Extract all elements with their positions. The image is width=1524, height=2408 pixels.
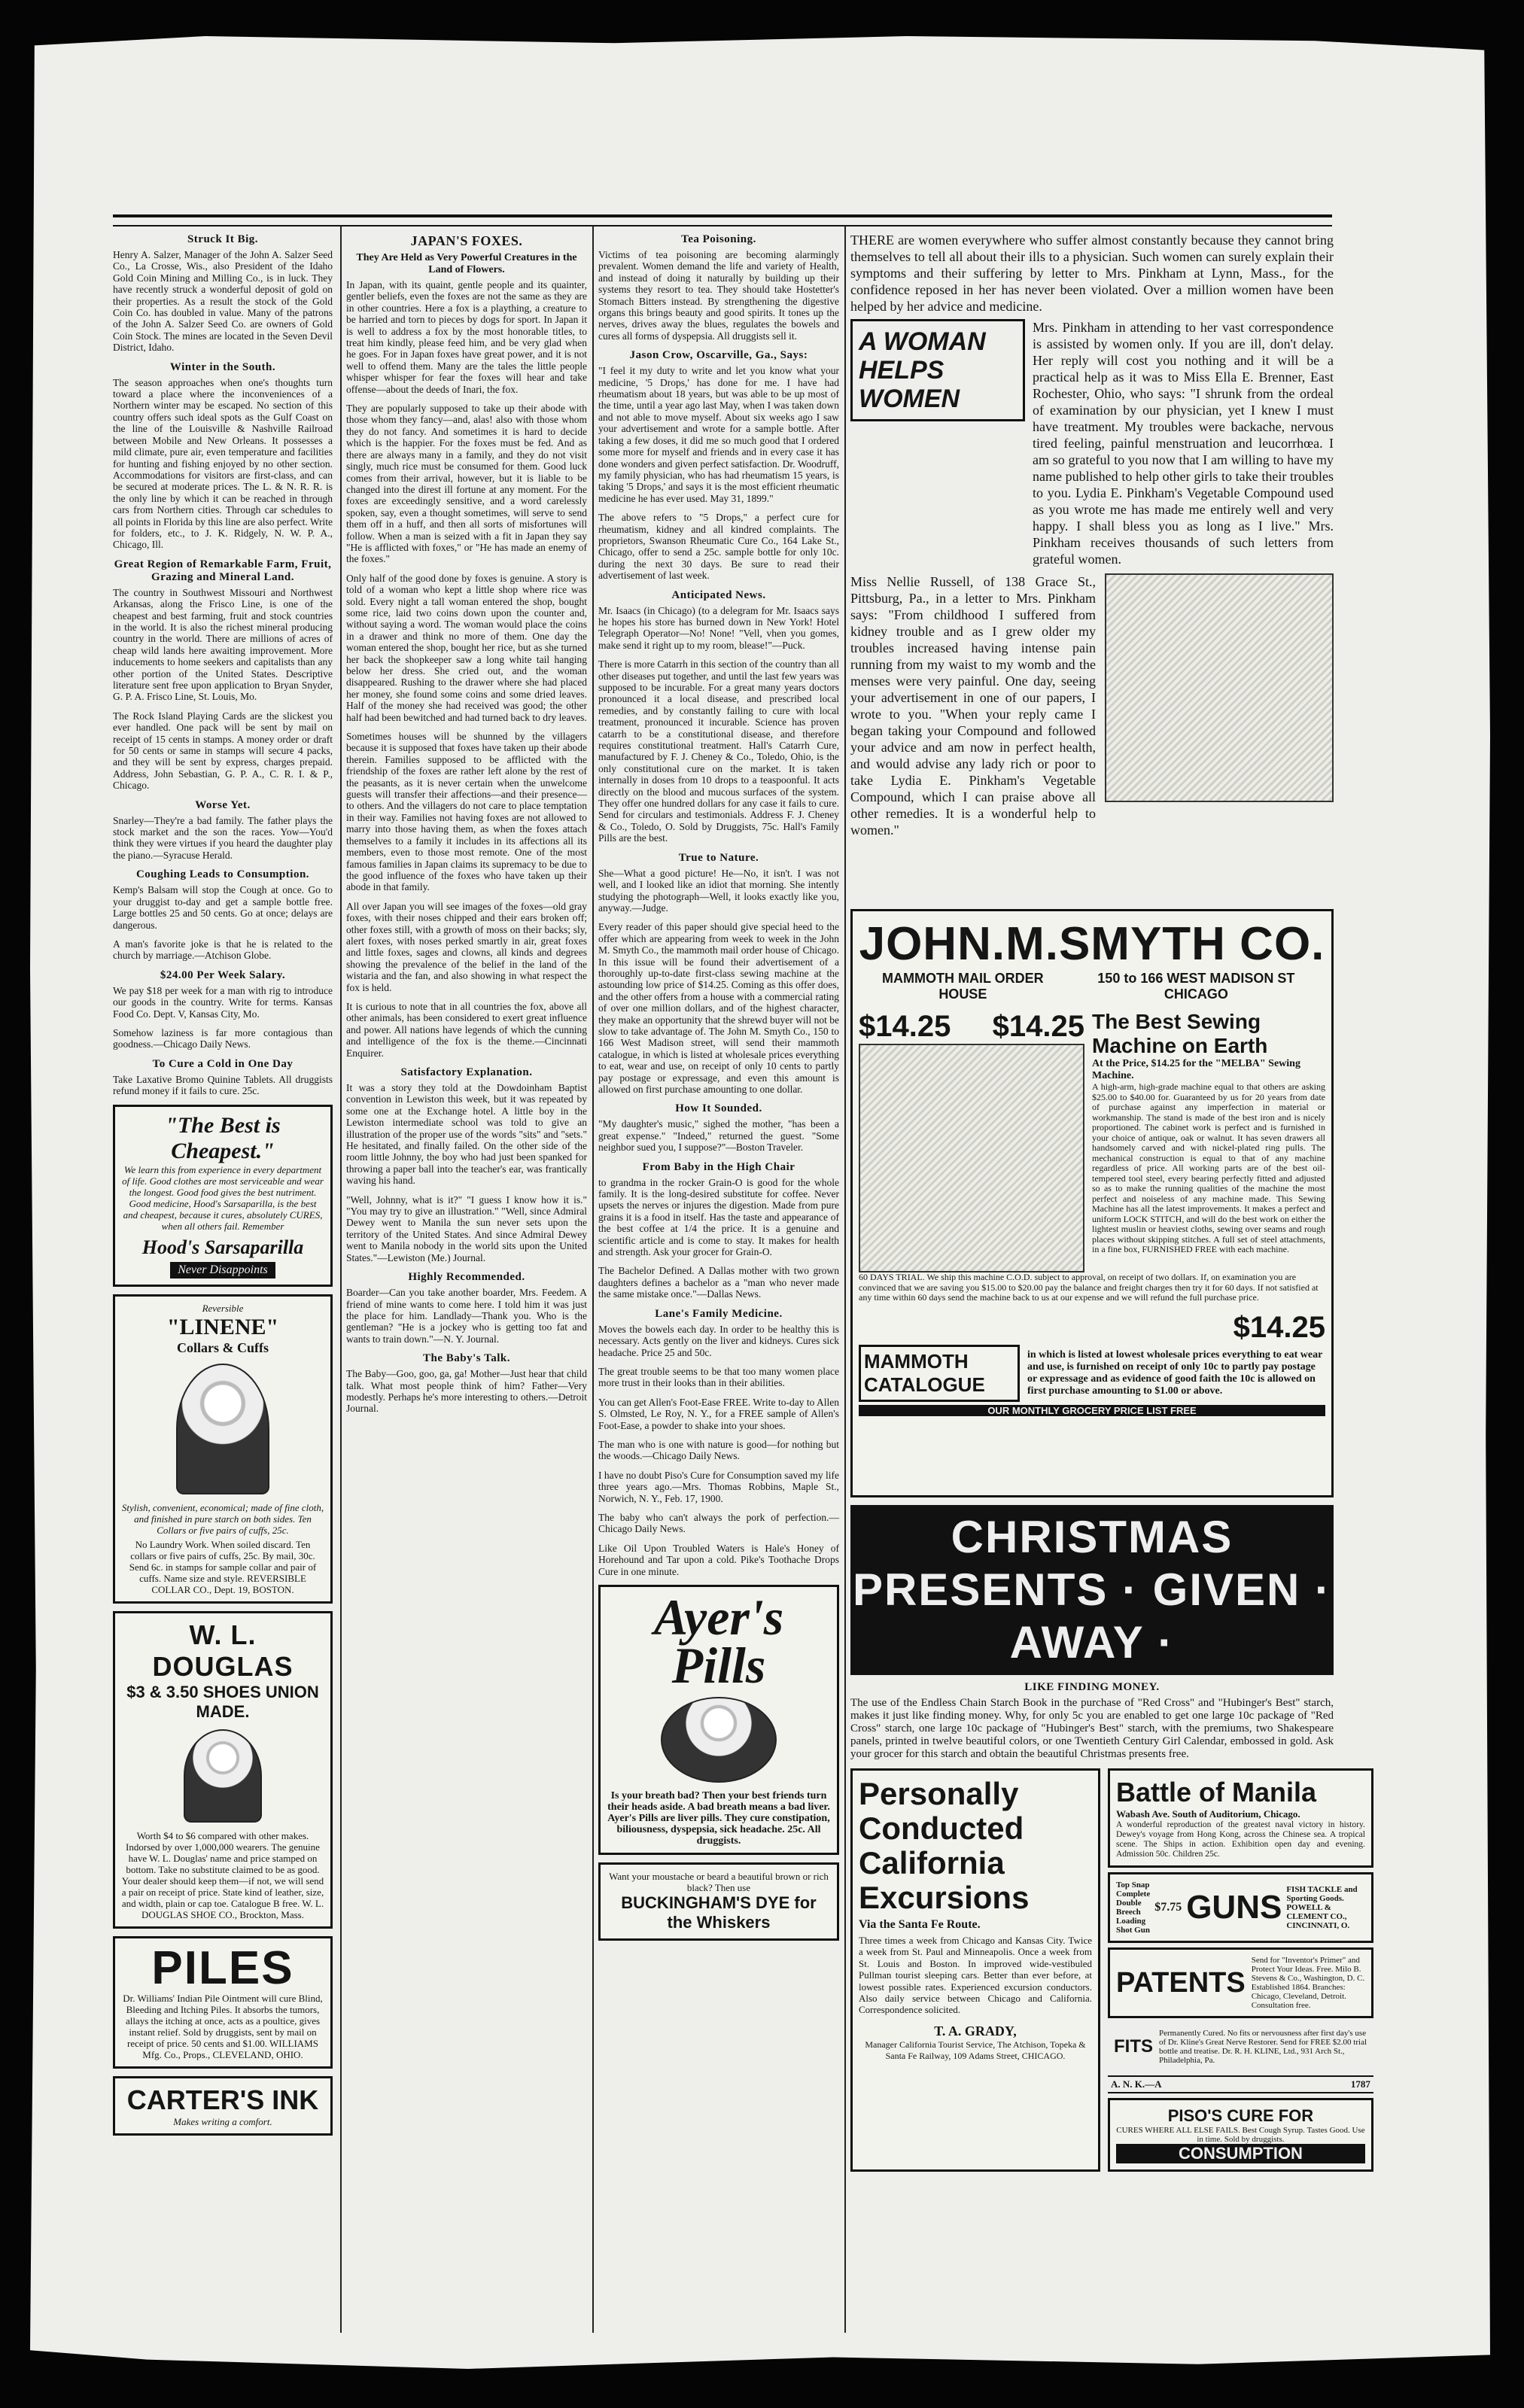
headline: Highly Recommended. <box>408 1271 525 1284</box>
headline: Winter in the South. <box>169 360 276 373</box>
ad-label: Reversible <box>202 1302 244 1314</box>
article-text: Henry A. Salzer, Manager of the John A. Salzer Seed Co., La Crosse, Wis., also President of the Idaho Gold Coin Mining and Milling Co., is in luck. They have recently struck a wonderful deposit of gold on their properties. As a result the stock of the Gold Coin Co. has doubled in value. Many of the patrons of the John A. Salzer Seed Co. are owners of Gold Coin Stock. The mines are located in the Seven Devil District, Idaho. <box>113 249 333 354</box>
article-text: It was a story they told at the Dowdoinham Baptist convention in Lewiston this week, but it was repeated by some one at the Exchange hotel. A little boy in the Lewiston intermediate school was told to give an illustration of the proper use of the words "sits" and "sets." He hesitated, and finally failed. On the other side of the room little Johnny, the boy who had just been spanked for throwing a paper ball into the teacher's ear, was frantically waving his hand. <box>346 1082 587 1187</box>
linene-collars-ad <box>113 1294 333 1604</box>
douglas-shoes-ad <box>113 1611 333 1929</box>
ad-text: THERE are women everywhere who suffer almost constantly because they cannot bring themselves to tell all about their ills to a physician. Such women can surely explain their symptoms and their suffering by letter to Mrs. Pinkham at Lynn, Mass., for the confidence reposed in her has never been violated. Over a million women have been helped by her advice and medicine. <box>850 233 1334 314</box>
ad-subtitle: $3 & 3.50 SHOES UNION MADE. <box>126 1682 319 1721</box>
ad-subtitle: Wabash Ave. South of Auditorium, Chicago. <box>1116 1808 1300 1820</box>
ad-text: Stylish, convenient, economical; made of fine cloth, and finished in pure starch on both sides. Ten Collars or five pairs of cuffs, 25c. <box>121 1501 324 1536</box>
ayers-pills-ad <box>598 1585 839 1855</box>
article-text: We pay $18 per week for a man with rig to introduce our goods in the country. Write for terms. Kansas Food Co. Dept. V, Kansas City, Mo. <box>113 984 333 1020</box>
article-text: Take Laxative Bromo Quinine Tablets. All druggists refund money if it fails to cure. 25c. <box>113 1073 333 1097</box>
headline: $24.00 Per Week Salary. <box>160 968 286 981</box>
price-label: $7.75 <box>1154 1901 1182 1914</box>
ad-tagline: Never Disappoints <box>170 1262 275 1278</box>
ad-address: 150 to 166 WEST MADISON ST CHICAGO <box>1097 971 1295 1002</box>
ad-title: GUNS <box>1186 1889 1282 1926</box>
article-text: Boarder—Can you take another boarder, Mrs. Feedem. A friend of mine wants to come here. I told him it was just the place for him. Landlady—Thank you. Who is the gentleman? "He is a jockey who is getting too fat and wants to train down."—N. Y. Journal. <box>346 1287 587 1345</box>
article-text: Every reader of this paper should give special heed to the offer which are appearing from week to week in the John M. Smyth Co., the mammoth mail order house of Chicago. In this issue will be found their advertisement of a thoroughly up-to-date first-class sewing machine at the astounding low price of $14.25. Coming as this offer does, and the other offers from a house with a commercial rating of over one million dollars, and of the highest character, they make an opportunity that the shrewd buyer will not be slow to take advantage of. The John M. Smyth Co., 150 to 166 West Madison street, will send their mammoth catalogue, in which is listed at wholesale prices everything to eat, wear and use, on receipt of only 10 cents to partly pay postage or expressage, and even this amount is allowed on first purchase amounting to one dollar. <box>598 921 839 1095</box>
column-divider <box>844 226 846 2333</box>
article-text: The great trouble seems to be that too many women place more trust in their looks than in their abilities. <box>598 1365 839 1389</box>
headline: To Cure a Cold in One Day <box>152 1057 294 1070</box>
ad-label: MAMMOTH MAIL ORDER HOUSE <box>882 971 1044 1002</box>
john-m-smyth-co-ad <box>850 909 1334 1497</box>
article-text: The season approaches when one's thoughts turn toward a place where the inconveniences of a Northern winter may be escaped. No section of this country offers such ideal spots as the Gulf Coast on the line of the Louisville & Nashville Railroad between Mobile and New Orleans. It possesses a mild climate, pure air, even temperature and facilities for hunting and fishing enjoyed by no other section. Accommodations for visitors are first-class, and can be secured at moderate prices. The L. & N. R. R. is the only line by which it can be reached in through cars from Northern cities. Through car schedules to all points in Florida by this line are also perfect. Write for folders, etc., to J. K. Ridgely, N. W. P. A., Chicago, Ill. <box>113 376 333 551</box>
article-text: "I feel it my duty to write and let you know what your medicine, '5 Drops,' has done for me. I have had rheumatism about 18 years, but was able to be up most of the time, until a year ago last May, when I was taken down and not able to move myself. About six weeks ago I saw your advertisement and wrote for a sample bottle. After taking a few doses, it did me so much good that I ordered some more for myself and friends and in every case it has done wonders and given perfect satisfaction. Dr. Woodruff, my family physician, who has had rheumatism 15 years, is taking '5 Drops,' and says it is the most efficient rheumatic medicine he has ever used. May 31, 1899." <box>598 365 839 504</box>
gentleman-illustration-icon <box>176 1364 269 1494</box>
headline: The Baby's Talk. <box>423 1352 510 1365</box>
ad-title: A WOMAN HELPS WOMEN <box>850 319 1025 421</box>
ad-title: PISO'S CURE FOR <box>1167 2106 1314 2125</box>
ad-title: "The Best is Cheapest." <box>165 1112 281 1163</box>
article-text: The use of the Endless Chain Starch Book in the purchase of "Red Cross" and "Hubinger's Best" starch, makes it just like finding money. Why, for only 5c you are enabled to get one large 10c package of "Red Cross" starch, one large 10c package of "Hubinger's Best" starch, with the premiums, two Shakespeare panels, printed in twelve beautiful colors, or one Twentieth Century Girl Calendar, embossed in gold. Ask your grocer for this starch and obtain the beautiful Christmas presents free. <box>850 1697 1334 1760</box>
article-text: Somehow laziness is far more contagious than goodness.—Chicago Daily News. <box>113 1026 333 1050</box>
ank-number: 1787 <box>1350 2078 1370 2090</box>
ad-text: We learn this from experience in every department of life. Good clothes are most serviceable and wear the longest. Good food gives the best nutriment. Good medicine, Hood's Sarsaparilla, is the best and cheapest, because it cures, absolutely CURES, when all others fail. Remember <box>122 1163 324 1232</box>
patents-ad <box>1108 1947 1373 2018</box>
headline: JAPAN'S FOXES. <box>410 233 523 248</box>
article-text: The above refers to "5 Drops," a perfect cure for rheumatism, kidney and all kindred complaints. The proprietors, Swanson Rheumatic Cure Co., 164 Lake St., Chicago, offer to send a 25c. sample bottle for only 10c. during the next 30 days. Be sure to read their advertisement of last week. <box>598 512 839 582</box>
sewing-machine-illustration-icon <box>859 1044 1084 1272</box>
ad-label: At the Price, $14.25 for the "MELBA" Sewing Machine. <box>1092 1058 1300 1081</box>
santa-fe-excursions-ad <box>850 1768 1100 2172</box>
pinkham-ad <box>850 232 1334 901</box>
article-text: It is curious to note that in all countries the fox, above all other animals, has been considered to exert great influence and power. All nations have legends of which the cunning and intelligence of the fox is the theme.—Cincinnati Enquirer. <box>346 1000 587 1059</box>
article-text: There is more Catarrh in this section of the country than all other diseases put together, and until the last few years was supposed to be incurable. For a great many years doctors pronounced it a local disease, and prescribed local remedies, and by constantly failing to cure with local treatment, pronounced it incurable. Science has proven catarrh to be a constitutional disease, and therefore requires constitutional treatment. Hall's Catarrh Cure, manufactured by F. J. Cheney & Co., Toledo, Ohio, is the only constitutional cure on the market. It is taken internally in doses from 10 drops to a teaspoonful. It acts directly on the blood and mucous surfaces of the system. They offer one hundred dollars for any case it fails to cure. Send for circulars and testimonials. Address F. J. Cheney & Co., Toledo, O. Sold by Druggists, 75c. Hall's Family Pills are the best. <box>598 658 839 844</box>
ad-text: Miss Nellie Russell, of 138 Grace St., Pittsburg, Pa., in a letter to Mrs. Pinkham says: "From childhood I suffered from kidney trouble and as I grew older my troubles increased having intense pain running from my waist to my womb and the menses were very painful. One day, seeing your advertisement in one of our papers, I wrote to you. "When your reply came I began taking your Compound and followed your advice and am now in perfect health, and would advise any lady rich or poor to take Lydia E. Pinkham's Vegetable Compound, which I can praise above all other remedies. It is a wonderful help to women." <box>850 574 1096 838</box>
ad-subtitle: Via the Santa Fe Route. <box>859 1918 981 1931</box>
price-label: $14.25 <box>859 1010 951 1043</box>
guns-ad <box>1108 1872 1373 1943</box>
ad-contact: T. A. GRADY, <box>934 2023 1017 2039</box>
headline: Worse Yet. <box>195 798 251 811</box>
article-text: "Well, Johnny, what is it?" "I guess I know how it is." "You may try to give an illustration." "Well, since Admiral Dewey went to Manila the sun never sets upon the territory of the United States. And since Admiral Dewey went to Manila nobody in the world sits upon the United States."—Lewiston (Me.) Journal. <box>346 1193 587 1263</box>
article-text: Victims of tea poisoning are becoming alarmingly prevalent. Women demand the life and variety of Health, and instead of doing it naturally by building up their systems they resort to tea. They should take Hostetter's Stomach Bitters instead. By strengthening the digestive organs this brings beauty and good spirits. It tones up the nerves, drives away the blues, regulates the bowels and cures all forms of dyspepsia. All druggists sell it. <box>598 249 839 342</box>
christmas-presents-banner: CHRISTMAS PRESENTS · GIVEN · AWAY · <box>850 1505 1334 1675</box>
price-label: $14.25 <box>1233 1310 1325 1344</box>
faces-illustration-icon <box>661 1697 777 1783</box>
article-text: Kemp's Balsam will stop the Cough at once. Go to your druggist to-day and get a sample bottle free. Large bottles 25 and 50 cents. Go at once; delays are dangerous. <box>113 884 333 931</box>
portrait-illustration-icon <box>184 1729 262 1823</box>
article-text: "My daughter's music," sighed the mother, "has been a great expense." "Indeed," returned the guest. "Some neighbor sued you, I suppose?"—Boston Traveler. <box>598 1118 839 1154</box>
headline: Jason Crow, Oscarville, Ga., Says: <box>629 349 808 362</box>
ad-text: A high-arm, high-grade machine equal to that others are asking $25.00 to $40.00 for. Guaranteed by us for 20 years from date of purchase against any imperfection in material or workmanship. The stand is made of the best iron and is nicely proportioned. The cabinet work is perfect and is furnished in your choice of antique, oak or walnut. It has seven drawers all handsomely carved and with nickel-plated ring pulls. The mechanical construction is equal to that of any machine regardless of price. All working parts are of the best oil-tempered tool steel, every bearing perfectly fitted and adjusted so as to make the running qualities of the machine the most perfect and noiseless of any machine made. This Sewing Machine has all the latest improvements. It makes a perfect and uniform LOCK STITCH, and will do the best work on either the lightest muslin or heaviest cloths, sewing over seams and rough places without skipping stitches. A full set of steel attachments, in a fine box, FURNISHED FREE with each machine. <box>1092 1081 1325 1254</box>
column-4 <box>850 227 1370 2349</box>
headline: Lane's Family Medicine. <box>655 1307 783 1320</box>
ad-title: "LINENE" <box>166 1314 279 1339</box>
woman-illustration-icon <box>1105 573 1334 802</box>
ad-text: Permanently Cured. No fits or nervousness after first day's use of Dr. Kline's Great Nerve Restorer. Send for FREE $2.00 trial bottle and treatise. Dr. R. H. KLINE, Ltd., 931 Arch St., Philadelphia, Pa. <box>1159 2029 1367 2065</box>
article-text: to grandma in the rocker Grain-O is good for the whole family. It is the long-desired substitute for coffee. Never upsets the nerves or injures the digestion. Made from pure grains it is a food in itself. Has the taste and appearance of the best coffee at 1/4 the price. It is a genuine and scientific article and is come to stay. It makes for health and strength. Ask your grocer for Grain-O. <box>598 1176 839 1258</box>
article-text: The Baby—Goo, goo, ga, ga! Mother—Just hear that child talk. What most people think of him? Father—Very modestly. Perhaps he's more interesting to others.—Detroit Journal. <box>346 1368 587 1415</box>
ad-text: CURES WHERE ALL ELSE FAILS. Best Cough Syrup. Tastes Good. Use in time. Sold by druggists. <box>1116 2126 1365 2144</box>
ad-text: Makes writing a comfort. <box>173 2115 272 2127</box>
ank-label: A. N. K.—A <box>1111 2078 1162 2090</box>
catalogue-label: MAMMOTH CATALOGUE <box>859 1345 1020 1402</box>
ad-title: FITS <box>1114 2036 1153 2057</box>
column-1 <box>113 227 333 2349</box>
price-label: $14.25 <box>992 1010 1084 1043</box>
fits-ad <box>1108 2023 1373 2071</box>
article-text: Snarley—They're a bad family. The father plays the stock market and the son the races. Yow—You'd think they were virtues if you heard the daughter play the piano.—Syracuse Herald. <box>113 814 333 861</box>
article-text: In Japan, with its quaint, gentle people and its quainter, gentler beliefs, even the foxes are not the same as they are in other countries. Here a fox is a plaything, a creature to be harried and torn to pieces by dogs for sport. In Japan it is well to address a fox by the most honorable titles, to treat him kindly, please feed him, and be very glad when he goes. For in Japan foxes have great power, and it is not well to offend them. Many are the tales the little people whisper whisper for fear the foxes will hear and take offense—about the deeds of Inari, the fox. <box>346 279 587 395</box>
headline: How It Sounded. <box>675 1102 762 1115</box>
ad-text: FISH TACKLE and Sporting Goods. POWELL & CLEMENT CO., CINCINNATI, O. <box>1286 1885 1358 1930</box>
ad-subtitle: Collars & Cuffs <box>177 1339 269 1355</box>
article-text: I have no doubt Piso's Cure for Consumption saved my life three years ago.—Mrs. Thomas Robbins, Maple St., Norwich, N. Y., Feb. 17, 1900. <box>598 1469 839 1504</box>
article-text: The country in Southwest Missouri and Northwest Arkansas, along the Frisco Line, is one of the cheapest and best farming, fruit and stock countries in the world. It is also the richest mineral producing country in the world. There are millions of acres of cheap wild lands here awaiting improvement. More inducements to home seekers and capitalists than any other portion of the United States. Descriptive literature sent free upon application to Bryan Snyder, G. P. A. Frisco Line, St. Louis, Mo. <box>113 586 333 703</box>
ad-title: Personally Conducted California Excursions <box>859 1776 1030 1915</box>
ad-text: Want your moustache or beard a beautiful brown or rich black? Then use <box>609 1871 829 1893</box>
ad-label: Top Snap Complete Double Breech Loading Shot Gun <box>1116 1880 1151 1935</box>
article-text: A man's favorite joke is that he is related to the church by marriage.—Atchison Globe. <box>113 938 333 962</box>
article-text: All over Japan you will see images of the foxes—old gray foxes, with their noses chipped and their ears broken off; other foxes still, with a growth of moss on their backs; sly, alert foxes, with noses perked smartly in air, great foxes and little foxes, sages and clowns, all kinds and degrees showing the prevalence of the belief in the land of the wistaria and the fan, and also showing in what respect the fox is held. <box>346 900 587 993</box>
headline: Struck It Big. <box>187 233 259 245</box>
ad-address: Manager California Tourist Service, The Atchison, Topeka & Santa Fe Railway, 109 Adams Street, CHICAGO. <box>865 2039 1086 2061</box>
article-text: The Rock Island Playing Cards are the slickest you ever handled. One pack will be sent by mail on receipt of 15 cents in stamps. A money order or draft for 50 cents or same in stamps will secure 4 packs, and they will be sent by express, charges prepaid. Address, John Sebastian, G. P. A., C. R. I. & P., Chicago. <box>113 710 333 792</box>
ad-text: A wonderful reproduction of the greatest naval victory in history. Dewey's voyage from Hong Kong, across the Chinese sea. A tropical scene. The Ships in action. Exhibition open day and evening. Admission 50c. Children 25c. <box>1116 1820 1365 1859</box>
ad-footer: CONSUMPTION <box>1116 2144 1365 2163</box>
article-text: The baby who can't always the pork of perfection.—Chicago Daily News. <box>598 1511 839 1535</box>
ad-text: Mrs. Pinkham in attending to her vast correspondence is assisted by women only. If you are ill, don't delay. Her reply will cost you nothing and it will be a practical help as it was to Miss Ella E. Brenner, East Rochester, Ohio, who says: "I shrunk from the ordeal of examination by our physician, yet I knew I must have treatment. My troubles were backache, nervous tired feeling, painful menstruation and leucorrhœa. I am so grateful to you now that I am willing to have my name published to help other girls to take their troubles to you. Lydia E. Pinkham's Vegetable Compound used as you wrote me has made me entirely well and very happy. I shall bless you as long as I live." Mrs. Pinkham receives thousands of such letters from grateful women. <box>1033 320 1334 567</box>
headline: Great Region of Remarkable Farm, Fruit, Grazing and Mineral Land. <box>114 558 332 583</box>
ad-title: PILES <box>151 1941 294 1994</box>
headline: True to Nature. <box>678 851 759 864</box>
headline: From Baby in the High Chair <box>642 1160 795 1173</box>
ad-brand: BUCKINGHAM'S DYE for the Whiskers <box>621 1893 817 1932</box>
piles-ad <box>113 1936 333 2069</box>
ad-text: Send for "Inventor's Primer" and Protect Your Ideas. Free. Milo B. Stevens & Co., Washington, D. C. Established 1864. Branches: Chicago, Cleveland, Detroit. Consultation free. <box>1251 1956 1365 2010</box>
column-divider <box>592 226 594 2333</box>
ad-title: JOHN.M.SMYTH CO. <box>859 918 1325 970</box>
headline: Coughing Leads to Consumption. <box>135 868 310 881</box>
ad-title: Battle of Manila <box>1116 1777 1317 1808</box>
ad-title: PATENTS <box>1116 1966 1246 1999</box>
headline: LIKE FINDING MONEY. <box>1024 1681 1160 1693</box>
ad-title: W. L. DOUGLAS <box>152 1619 294 1682</box>
column-divider <box>340 226 342 2333</box>
article-text: Like Oil Upon Troubled Waters is Hale's Honey of Horehound and Tar upon a cold. Pike's Toothache Drops Cure in one minute. <box>598 1542 839 1577</box>
article-text: Moves the bowels each day. In order to be healthy this is necessary. Acts gently on the liver and kidneys. Cures sick headache. Price 25 and 50c. <box>598 1323 839 1358</box>
hoods-sarsaparilla-ad <box>113 1105 333 1287</box>
ad-text: Dr. Williams' Indian Pile Ointment will cure Blind, Bleeding and Itching Piles. It absorbs the tumors, allays the itching at once, acts as a poultice, gives instant relief. Sold by druggists, sent by mail on receipt of price. 50 cents and $1.00. WILLIAMS Mfg. Co., Props., CLEVELAND, OHIO. <box>123 1992 323 2060</box>
column-2 <box>346 227 587 2349</box>
pisos-cure-ad <box>1108 2098 1373 2172</box>
carters-ink-ad <box>113 2076 333 2136</box>
article-text: She—What a good picture! He—No, it isn't. I was not well, and I looked like an idiot that morning. She intently studying the photograph—Well, it looks exactly like you, anyway.—Judge. <box>598 867 839 914</box>
buckinghams-dye-ad <box>598 1862 839 1941</box>
column-3 <box>598 227 839 2349</box>
article-text: You can get Allen's Foot-Ease FREE. Write to-day to Allen S. Olmsted, Le Roy, N. Y., for a FREE sample of Allen's Foot-Ease, a powder to shake into your shoes. <box>598 1396 839 1431</box>
battle-of-manila-ad <box>1108 1768 1373 1868</box>
subheadline: They Are Held as Very Powerful Creatures in the Land of Flowers. <box>356 252 577 275</box>
headline: Anticipated News. <box>671 588 766 601</box>
headline: Tea Poisoning. <box>681 233 756 245</box>
article-text: Only half of the good done by foxes is genuine. A story is told of a woman who kept a little shop where rice was sold. Every night a tall woman entered the shop, bought some rice, laid two coins down upon the counter and, without saying a word. The woman would place the coins in a drawer and think no more of them. One day the woman entered the shop, bought her rice, but as she turned her back the shopkeeper saw a long white tail hanging below her dress. She cried out, and the woman disappeared. Rushing to the drawer where she had placed her money, she found some coins and some dried leaves. Half of the money she had received was good; the other half had been bewitched and had turned back to dry leaves. <box>346 572 587 723</box>
ad-title: CARTER'S INK <box>126 2084 319 2115</box>
ad-text: in which is listed at lowest wholesale prices everything to eat wear and use, is furnished on receipt of only 10c to partly pay postage or expressage and as evidence of good faith the 10c is allowed on first purchase amounting to $1.00 or above. <box>1027 1348 1323 1397</box>
article-text: The Bachelor Defined. A Dallas mother with two grown daughters defines a bachelor as a "man who never made the same mistake once."—Dallas News. <box>598 1265 839 1300</box>
ad-footer: No Laundry Work. When soiled discard. Ten collars or five pairs of cuffs, 25c. By mail, 30c. Send 6c. in stamps for sample collar and pair of cuffs. Name size and style. REVERSIBLE COLLAR CO., Dept. 19, BOSTON. <box>129 1538 317 1595</box>
masthead-rule <box>113 214 1332 227</box>
ad-text: 60 DAYS TRIAL. We ship this machine C.O.D. subject to approval, on receipt of two dollars. If, on examination you are convinced that we are saving you $15.00 to $20.00 pay the balance and freight charges then try it for 60 days. If not satisfied at any time within 60 days send the machine back to us at our expense and we will refund the full purchase price. <box>859 1272 1319 1303</box>
ad-text: Is your breath bad? Then your best friends turn their heads aside. A bad breath means a bad liver. Ayer's Pills are liver pills. They cure constipation, biliousness, dyspepsia, sick headache. 25c. All druggists. <box>607 1790 830 1847</box>
ad-text: Three times a week from Chicago and Kansas City. Twice a week from St. Paul and Minneapolis. Once a week from St. Louis and Boston. In improved wide-vestibuled Pullman tourist sleeping cars. Better than ever before, at lowest possible rates. Experienced excursion conductors. Also daily service between Chicago and California. Correspondence solicited. <box>859 1935 1092 2016</box>
article-text: Sometimes houses will be shunned by the villagers because it is supposed that foxes have taken up their abode therein. Families supposed to be afflicted with the friendship of the foxes are rather left alone by the rest of the peasants, as it is never certain when the unwelcome guests will transfer their affections—and their presence—to others. And the villagers do not care to place temptation in their way. Families not having foxes are not allowed to marry into those having them, as when the foxes attach themselves to a family it includes in its affections all its members, even to those most remote. One of the most famous families in Japan claims its supremacy to be due to the good influence of the foxes who have taken up their abode in that family. <box>346 731 587 893</box>
article-text: Mr. Isaacs (in Chicago) (to a delegram for Mr. Isaacs says he hopes his store has burned down in New York! Hotel Telegraph Operator—No! None! "Vell, vhen you gomes, make send it right up to my room, blease!"—Puck. <box>598 604 839 651</box>
article-text: They are popularly supposed to take up their abode with those whom they fancy—and, alas! also with those whom they do not fancy. And sometimes it is hard to decide which is the happier. For the foxes must be fed. And as there are always many in a family, and they do not visit singly, much rice must be consumed for them. Good luck comes from their arrival, however, but it is liable to be changed into the direst ill fortune at any moment. For the foxes are exceedingly sensitive, and a word carelessly spoken, say, even a thought sometimes, will serve to send them off in a huff, and then all sorts of misfortunes will follow. When a man is seized with a fit in Japan they say "He is afflicted with foxes," or "He has made an enemy of the foxes." <box>346 403 587 565</box>
ad-footer: OUR MONTHLY GROCERY PRICE LIST FREE <box>859 1405 1325 1416</box>
headline: Satisfactory Explanation. <box>400 1066 533 1078</box>
ad-brand: Hood's Sarsaparilla <box>141 1236 304 1258</box>
article-text: The man who is one with nature is good—for nothing but the woods.—Chicago Daily News. <box>598 1438 839 1462</box>
ad-subtitle: The Best Sewing Machine on Earth <box>1092 1010 1268 1057</box>
ad-text: Worth $4 to $6 compared with other makes. Indorsed by over 1,000,000 wearers. The genuine have W. L. Douglas' name and price stamped on bottom. Take no substitute claimed to be as good. Your dealer should keep them—if not, we will send a pair on receipt of price. State kind of leather, size, and width, plain or cap toe. Catalogue B free. W. L. DOUGLAS SHOE CO., Brockton, Mass. <box>121 1829 324 1920</box>
ad-title: Ayer's Pills <box>653 1589 784 1694</box>
